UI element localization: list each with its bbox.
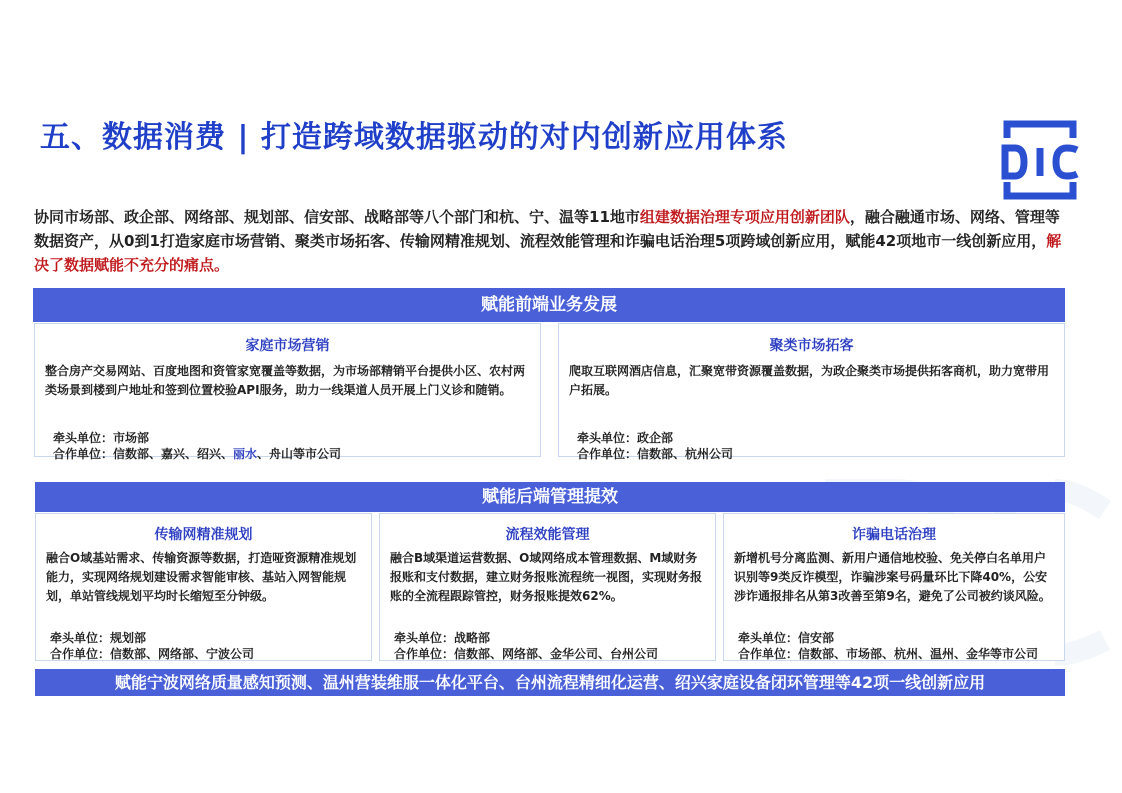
card-description: 新增机号分离监测、新用户通信地校验、免关停白名单用户识别等9类反诈模型，诈骗涉案号码量环比下降40%，公安涉诈通报排名从第3改善至第9名，避免了公司被约谈风险。 — [734, 551, 1051, 603]
card-transport-network-planning — [35, 513, 372, 661]
intro-text-1: 协同市场部、政企部、网络部、规划部、信安部、战略部等八个部门和杭、宁、温等11地市 — [34, 208, 640, 226]
intro-paragraph — [34, 205, 1068, 277]
card-cluster-market-expansion — [558, 323, 1065, 461]
lead-unit: 牵头单位：信安部 — [738, 631, 835, 645]
card-units — [53, 430, 341, 462]
partner-unit: 合作单位：信数部、嘉兴、绍兴、丽水、舟山等市公司 — [53, 447, 342, 461]
card-description: 融合B域渠道运营数据、O域网络成本管理数据、M域财务报账和支付数据，建立财务报账流程统一视图，实现财务报账的全流程跟踪管控，财务报账提效62%。 — [390, 551, 703, 603]
partner-unit: 合作单位：信数部、网络部、金华公司、台州公司 — [394, 647, 659, 661]
card-title: 聚类市场拓客 — [769, 338, 854, 354]
card-description: 融合O域基站需求、传输资源等数据，打造哑资源精准规划能力，实现网络规划建设需求智能审核、基站入网智能规划，单站管线规划平均时长缩短至分钟级。 — [46, 551, 357, 603]
partner-unit: 合作单位：信数部、网络部、宁波公司 — [50, 647, 255, 661]
intro-highlight-1: 组建数据治理专项应用创新团队 — [639, 208, 850, 226]
card-units — [577, 430, 733, 462]
card-title: 家庭市场营销 — [245, 338, 330, 354]
front-section-header: 赋能前端业务发展 — [33, 288, 1065, 322]
card-title: 流程效能管理 — [505, 527, 590, 543]
intro-text-2: ，融合融通市场、网络、管理等数据资产，从0到1打造家庭市场营销、聚类市场拓客、传输网精准规划、流程效能管理和诈骗电话治理5项跨域创新应用，赋能42项地市一线创新应用， — [34, 208, 1060, 250]
back-section-header: 赋能后端管理提效 — [35, 482, 1065, 512]
card-units — [394, 630, 658, 662]
card-home-market-marketing — [34, 323, 541, 461]
card-description: 整合房产交易网站、百度地图和资管家宽覆盖等数据，为市场部精销平台提供小区、农村两类场景到楼到户地址和签到位置校验API服务，助力一线渠道人员开展上门义诊和随销。 — [45, 364, 526, 397]
lead-unit: 牵头单位：市场部 — [53, 431, 150, 445]
card-description: 爬取互联网酒店信息，汇聚宽带资源覆盖数据，为政企聚类市场提供拓客商机，助力宽带用户拓展。 — [569, 364, 1050, 397]
card-fraud-call-governance — [723, 513, 1065, 661]
partner-unit: 合作单位：信数部、杭州公司 — [577, 447, 734, 461]
card-units — [50, 630, 254, 662]
footer-banner: 赋能宁波网络质量感知预测、温州营装维服一体化平台、台州流程精细化运营、绍兴家庭设备闭环管理等42项一线创新应用 — [35, 669, 1065, 696]
card-title: 传输网精准规划 — [154, 527, 253, 543]
lead-unit: 牵头单位：政企部 — [577, 431, 674, 445]
card-process-efficiency — [379, 513, 716, 661]
lead-unit: 牵头单位：规划部 — [50, 631, 147, 645]
card-title: 诈骗电话治理 — [852, 527, 936, 543]
dic-logo-icon — [997, 118, 1083, 202]
page-title: 五、数据消费 | 打造跨域数据驱动的对内创新应用体系 — [40, 120, 788, 155]
lead-unit: 牵头单位：战略部 — [394, 631, 491, 645]
intro-highlight-2: 解决了数据赋能不充分的痛点。 — [34, 232, 1062, 274]
partner-unit: 合作单位：信数部、市场部、杭州、温州、金华等市公司 — [738, 647, 1039, 661]
card-units — [738, 630, 1038, 662]
